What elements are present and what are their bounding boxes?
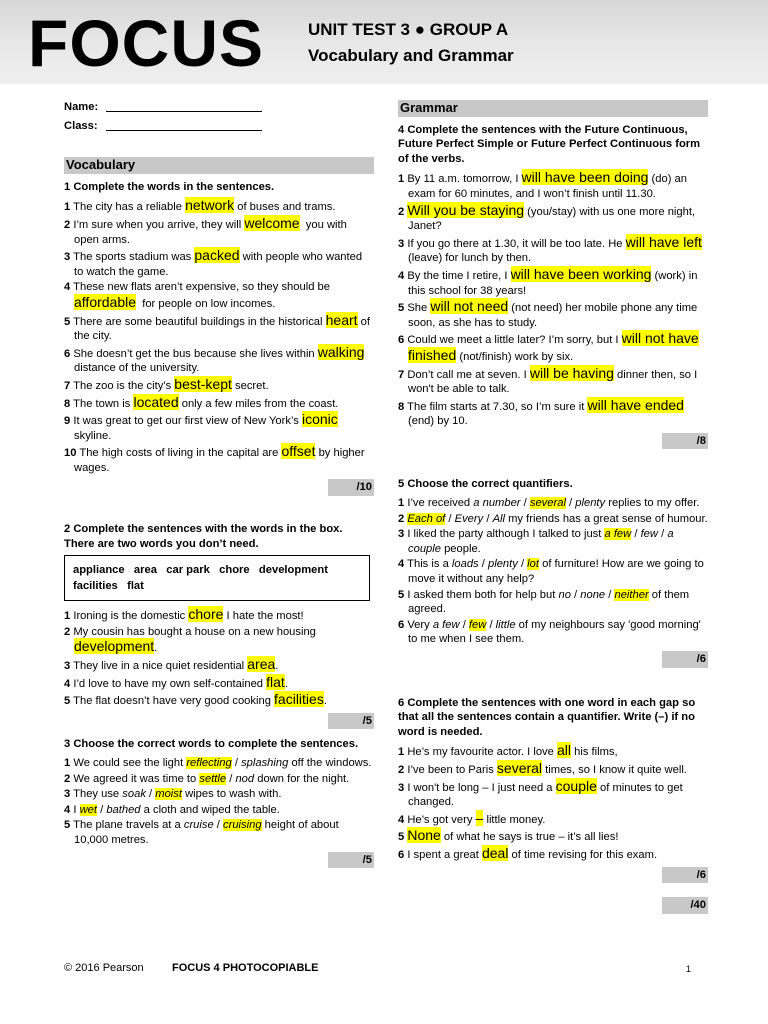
ex1-instruction: 1 Complete the words in the sentences. bbox=[64, 180, 275, 193]
list-item: 4 These new flats aren’t expensive, so they should be affordable for people on low incomes. bbox=[64, 281, 330, 310]
list-item: 1 He’s my favourite actor. I love all his films, bbox=[398, 742, 618, 759]
list-item: 8 The film starts at 7.30, so I’m sure it will have ended (end) by 10. bbox=[398, 396, 684, 428]
list-item: 6 Very a few / few / little of my neighbours say 'good morning' to me when I see them. bbox=[398, 618, 701, 646]
list-item: 6 Could we meet a little later? I’m sorry, but I will not have finished (not/finish) work by six. bbox=[398, 330, 699, 363]
publisher-text: © 2016 Pearson bbox=[64, 962, 144, 974]
list-item: 5 There are some beautiful buildings in the historical heart of the city. bbox=[64, 311, 370, 343]
total-score: /40 bbox=[398, 897, 708, 914]
list-item: 4 By the time I retire, I will have been working (work) in this school for 38 years! bbox=[398, 265, 698, 297]
ex3-instruction: 3 Choose the correct words to complete the sentences. bbox=[64, 738, 359, 751]
list-item: 3 I won't be long – I just need a couple of minutes to get changed. bbox=[398, 777, 683, 809]
ex3-score: /5 bbox=[64, 852, 374, 869]
list-item: 7 The zoo is the city’s best-kept secret. bbox=[64, 375, 269, 392]
unit-subtitle: Vocabulary and Grammar bbox=[308, 46, 514, 65]
left-column bbox=[64, 100, 374, 876]
ex4-instruction: 4 Complete the sentences with the Future Continuous, Future Perfect Simple or Future Perfect Continuous form of the verbs. bbox=[398, 123, 701, 165]
list-item: 2 Will you be staying (you/stay) with us one more night, Janet? bbox=[398, 201, 696, 233]
list-item: 1 We could see the light reflecting / splashing off the windows. bbox=[64, 757, 372, 769]
right-column bbox=[398, 100, 708, 922]
list-item: 3 The sports stadium was packed with people who wanted to watch the game. bbox=[64, 247, 363, 278]
unit-title: UNIT TEST 3 ● GROUP A bbox=[308, 20, 509, 39]
list-item: 9 It was great to get our first view of New York’s iconic skyline. bbox=[64, 411, 338, 442]
list-item: 4 I’d love to have my own self-contained flat. bbox=[64, 673, 288, 690]
list-item: 5 She will not need (not need) her mobile phone any time soon, as she has to study. bbox=[398, 298, 698, 329]
list-item: 1 I’ve received a number / several / plenty replies to my offer. bbox=[398, 497, 700, 510]
page-number: 1 bbox=[686, 964, 692, 974]
list-item: 3 I liked the party although I talked to just a few / few / a couple people. bbox=[398, 528, 674, 555]
list-item: 2 I’ve been to Paris several times, so I know it quite well. bbox=[398, 759, 687, 776]
list-item: 1 By 11 a.m. tomorrow, I will have been doing (do) an exam for 60 minutes, and I won’t finish until 11.30. bbox=[398, 169, 687, 200]
ex2-score: /5 bbox=[64, 713, 374, 730]
ex4-score: /8 bbox=[398, 433, 708, 450]
list-item: 1 The city has a reliable network of buses and trams. bbox=[64, 197, 336, 214]
ex1-score: /10 bbox=[64, 479, 374, 496]
ex6-instruction: 6 Complete the sentences with one word in each gap so that all the sentences contain a quantifier. Write (–) if no word is needed. bbox=[398, 696, 696, 738]
list-item: 3 They live in a nice quiet residential area. bbox=[64, 656, 279, 673]
list-item: 5 The plane travels at a cruise / cruising height of about 10,000 metres. bbox=[64, 819, 339, 846]
list-item: 10 The high costs of living in the capital are offset by higher wages. bbox=[64, 443, 365, 474]
list-item: 5 The flat doesn’t have very good cooking facilities. bbox=[64, 691, 327, 708]
list-item: 5 None of what he says is true – it’s all lies! bbox=[398, 827, 619, 844]
list-item: 2 I’m sure when you arrive, they will welcome you with open arms. bbox=[64, 214, 347, 246]
list-item: 5 I asked them both for help but no / none / neither of them agreed. bbox=[398, 588, 690, 616]
page-header bbox=[0, 0, 768, 84]
name-field[interactable]: Name: bbox=[64, 100, 374, 115]
vocabulary-heading: Vocabulary bbox=[64, 157, 374, 174]
ex5-instruction: 5 Choose the correct quantifiers. bbox=[398, 478, 573, 491]
list-item: 1 Ironing is the domestic chore I hate the most! bbox=[64, 606, 304, 623]
list-item: 4 He’s got very – little money. bbox=[398, 809, 546, 826]
ex2-instruction: 2 Complete the sentences with the words in the box. There are two words you don’t need. bbox=[64, 523, 343, 550]
ex6-score: /6 bbox=[398, 867, 708, 884]
list-item: 8 The town is located only a few miles from the coast. bbox=[64, 393, 339, 410]
list-item: 4 This is a loads / plenty / lot of furniture! How are we going to move it without any help? bbox=[398, 558, 704, 586]
series-text: FOCUS 4 PHOTOCOPIABLE bbox=[172, 962, 319, 974]
list-item: 2 My cousin has bought a house on a new housing development. bbox=[64, 625, 316, 655]
list-item: 4 I wet / bathed a cloth and wiped the table. bbox=[64, 803, 280, 816]
class-field[interactable]: Class: bbox=[64, 119, 374, 134]
list-item: 6 I spent a great deal of time revising for this exam. bbox=[398, 844, 658, 861]
ex5-score: /6 bbox=[398, 651, 708, 668]
list-item: 3 If you go there at 1.30, it will be too late. He will have left (leave) for lunch by then. bbox=[398, 233, 702, 265]
list-item: 2 Each of / Every / All my friends has a great sense of humour. bbox=[398, 512, 708, 525]
list-item: 3 They use soak / moist wipes to wash with. bbox=[64, 788, 282, 801]
list-item: 6 She doesn’t get the bus because she lives within walking distance of the university. bbox=[64, 343, 368, 375]
list-item: 2 We agreed it was time to settle / nod down for the night. bbox=[64, 772, 350, 785]
word-box: appliance area car park chore development facilities flat bbox=[64, 555, 370, 601]
list-item: 7 Don’t call me at seven. I will be having dinner then, so I won't be able to talk. bbox=[398, 364, 698, 396]
focus-logo: FOCUS bbox=[28, 6, 264, 80]
grammar-heading: Grammar bbox=[398, 100, 708, 117]
